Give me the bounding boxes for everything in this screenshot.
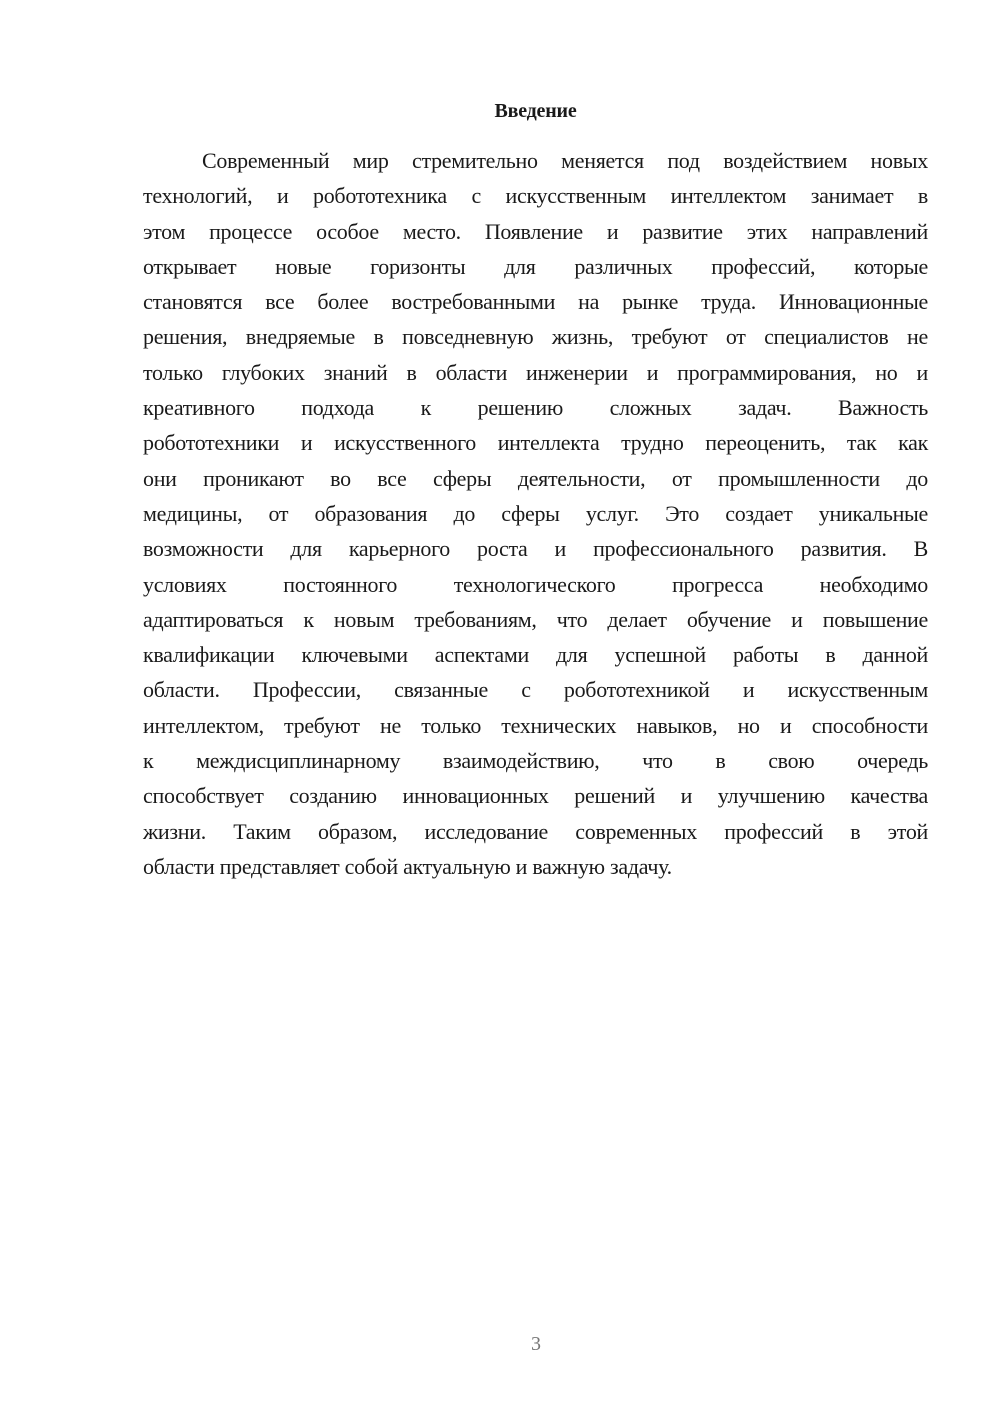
page-number: 3 xyxy=(531,1333,541,1355)
paragraph-line: технологий, и робототехника с искусственным интеллектом занимает в xyxy=(143,183,928,209)
paragraph-line: робототехники и искусственного интеллекта трудно переоценить, так как xyxy=(143,430,928,456)
paragraph-line: способствует созданию инновационных решений и улучшению качества xyxy=(143,783,928,809)
paragraph-line: этом процессе особое место. Появление и развитие этих направлений xyxy=(143,218,928,244)
paragraph-line: медицины, от образования до сферы услуг. Это создает уникальные xyxy=(143,500,928,526)
paragraph-line: адаптироваться к новым требованиям, что делает обучение и повышение xyxy=(143,606,928,632)
paragraph-line: интеллектом, требуют не только технических навыков, но и способности xyxy=(143,712,928,738)
paragraph-line: креативного подхода к решению сложных задач. Важность xyxy=(143,395,928,421)
paragraph-line: становятся все более востребованными на рынке труда. Инновационные xyxy=(143,289,928,315)
introduction-paragraph xyxy=(143,143,928,884)
paragraph-line: только глубоких знаний в области инженерии и программирования, но и xyxy=(143,359,928,385)
paragraph-line: к междисциплинарному взаимодействию, что в свою очередь xyxy=(143,748,928,774)
paragraph-line: возможности для карьерного роста и профессионального развития. В xyxy=(143,536,928,562)
paragraph-line: области. Профессии, связанные с робототехникой и искусственным xyxy=(143,677,928,703)
paragraph-line: Современный мир стремительно меняется под воздействием новых xyxy=(202,148,928,173)
paragraph-line: они проникают во все сферы деятельности, от промышленности до xyxy=(143,465,928,491)
paragraph-line: квалификации ключевыми аспектами для успешной работы в данной xyxy=(143,642,928,668)
paragraph-line: жизни. Таким образом, исследование современных профессий в этой xyxy=(143,818,928,844)
paragraph-line: решения, внедряемые в повседневную жизнь, требуют от специалистов не xyxy=(143,324,928,350)
paragraph-line: области представляет собой актуальную и важную задачу. xyxy=(143,853,672,879)
paragraph-line: условиях постоянного технологического прогресса необходимо xyxy=(143,571,928,597)
section-heading: Введение xyxy=(494,100,577,122)
paragraph-line: открывает новые горизонты для различных профессий, которые xyxy=(143,253,928,279)
